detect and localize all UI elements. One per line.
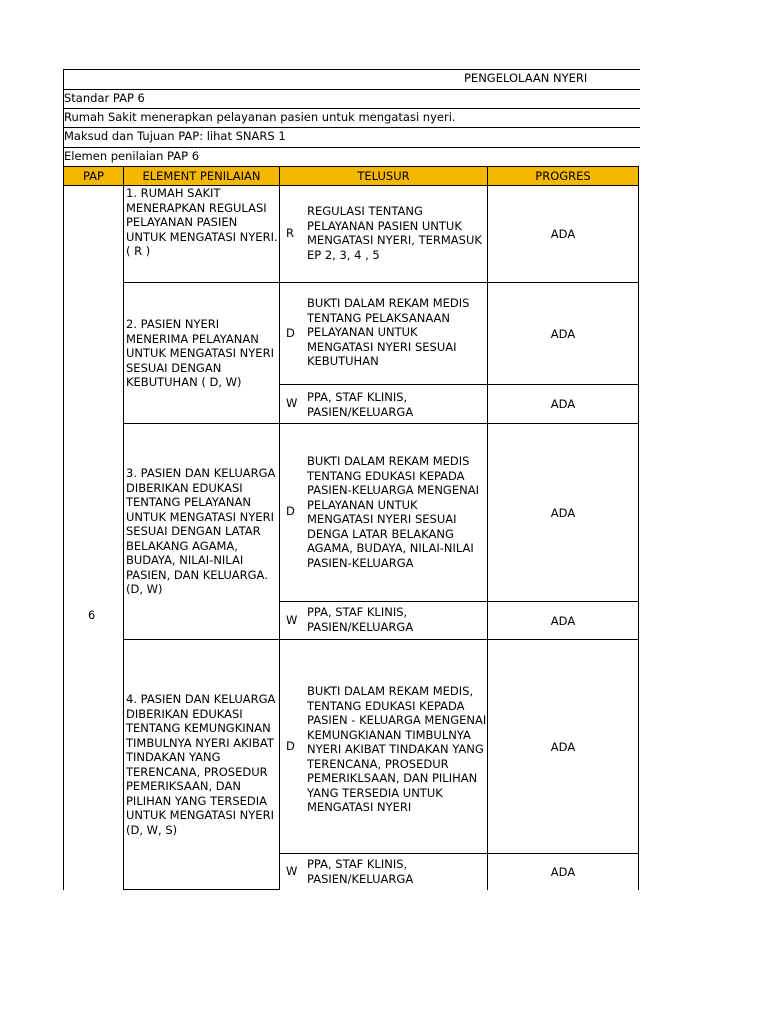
progres-value: ADA: [550, 739, 576, 754]
progres-value: ADA: [550, 505, 576, 520]
method-code: W: [286, 396, 298, 410]
progres-cell: [487, 282, 639, 385]
header-pap: PAP: [63, 166, 124, 186]
progres-cell: [487, 853, 639, 890]
progres-cell: [487, 601, 639, 640]
element-text: 4. PASIEN DAN KELUARGA DIBERIKAN EDUKASI TENTANG KEMUNGKINAN TIMBULNYA NYERI AKIBAT TINDAKAN YANG TERENCANA, PROSEDUR PEMERIKSAAN, DAN PILIHAN YANG TERSEDIA UNTUK MENGATASI NYERI (D, W, S): [126, 692, 276, 837]
telusur-cell: [279, 384, 488, 424]
element-cell: [123, 423, 280, 640]
method-code: W: [286, 613, 298, 627]
progres-cell: [487, 185, 639, 283]
method-code: D: [286, 504, 295, 518]
progres-cell: [487, 639, 639, 854]
progres-value: ADA: [550, 865, 576, 879]
element-cell: [123, 282, 280, 424]
pap-number: 6: [88, 608, 96, 622]
grid-line: [63, 89, 640, 90]
telusur-text: REGULASI TENTANG PELAYANAN PASIEN UNTUK MENGATASI NYERI, TERMASUK EP 2, 3, 4 , 5: [307, 204, 482, 262]
element-text: 1. RUMAH SAKIT MENERAPKAN REGULASI PELAYANAN PASIEN UNTUK MENGATASI NYERI. ( R ): [126, 186, 278, 258]
progres-value: ADA: [550, 613, 576, 628]
progres-cell: [487, 384, 639, 424]
element-text: 2. PASIEN NYERI MENERIMA PELAYANAN UNTUK MENGATASI NYERI SESUAI DENGAN KEBUTUHAN ( D, W): [126, 317, 274, 389]
progres-value: ADA: [550, 227, 576, 241]
grid-line: [63, 108, 640, 109]
telusur-cell: [279, 601, 488, 640]
telusur-cell: [279, 423, 488, 602]
telusur-text: BUKTI DALAM REKAM MEDIS TENTANG PELAKSANAAN PELAYANAN UNTUK MENGATASI NYERI SESUAI KEBUTUHAN: [307, 296, 470, 368]
element-cell: [123, 639, 280, 890]
page-title: PENGELOLAAN NYERI: [464, 71, 588, 85]
standard-label: Standar PAP 6: [64, 91, 145, 105]
telusur-cell: [279, 282, 488, 385]
progres-value: ADA: [550, 326, 576, 341]
grid-line: [63, 127, 640, 128]
telusur-text: BUKTI DALAM REKAM MEDIS TENTANG EDUKASI KEPADA PASIEN-KELUARGA MENGENAI PELAYANAN UNTUK MENGATASI NYERI SESUAI DENGA LATAR BELAKANG AGAMA, BUDAYA, NILAI-NILAI PASIEN-KELUARGA: [307, 454, 479, 570]
grid-line: [63, 69, 640, 70]
purpose-label: Maksud dan Tujuan PAP: lihat SNARS 1: [64, 129, 286, 143]
telusur-cell: [279, 853, 488, 890]
grid-line: [63, 147, 640, 148]
telusur-text: PPA, STAF KLINIS, PASIEN/KELUARGA: [307, 857, 414, 886]
telusur-text: PPA, STAF KLINIS, PASIEN/KELUARGA: [307, 605, 414, 634]
telusur-text: BUKTI DALAM REKAM MEDIS, TENTANG EDUKASI KEPADA PASIEN - KELUARGA MENGENAI KEMUNGKIANAN TIMBULNYA NYERI AKIBAT TINDAKAN YANG TERENCANA, PROSEDUR PEMERIKLSAAN, DAN PILIHAN YANG TERSEDIA UNTUK MENGATASI NYERI: [307, 684, 487, 814]
progres-cell: [487, 423, 639, 602]
header-progres: PROGRES: [487, 166, 639, 186]
method-code: R: [286, 226, 294, 240]
method-code: W: [286, 864, 298, 878]
element-cell: [123, 185, 280, 283]
header-element: ELEMENT PENILAIAN: [123, 166, 280, 186]
grid-line: [63, 69, 64, 890]
telusur-text: PPA, STAF KLINIS, PASIEN/KELUARGA: [307, 390, 414, 419]
telusur-cell: [279, 639, 488, 854]
assessment-elements-label: Elemen penilaian PAP 6: [64, 149, 200, 163]
element-text: 3. PASIEN DAN KELUARGA DIBERIKAN EDUKASI TENTANG PELAYANAN UNTUK MENGATASI NYERI SESUAI DENGAN LATAR BELAKANG AGAMA, BUDAYA, NILAI-NILAI PASIEN, DAN KELUARGA. (D, W): [126, 466, 276, 596]
standard-description: Rumah Sakit menerapkan pelayanan pasien untuk mengatasi nyeri.: [64, 110, 456, 124]
telusur-cell: [279, 185, 488, 283]
method-code: D: [286, 326, 295, 340]
header-telusur: TELUSUR: [279, 166, 488, 186]
method-code: D: [286, 739, 295, 753]
progres-value: ADA: [550, 397, 576, 411]
